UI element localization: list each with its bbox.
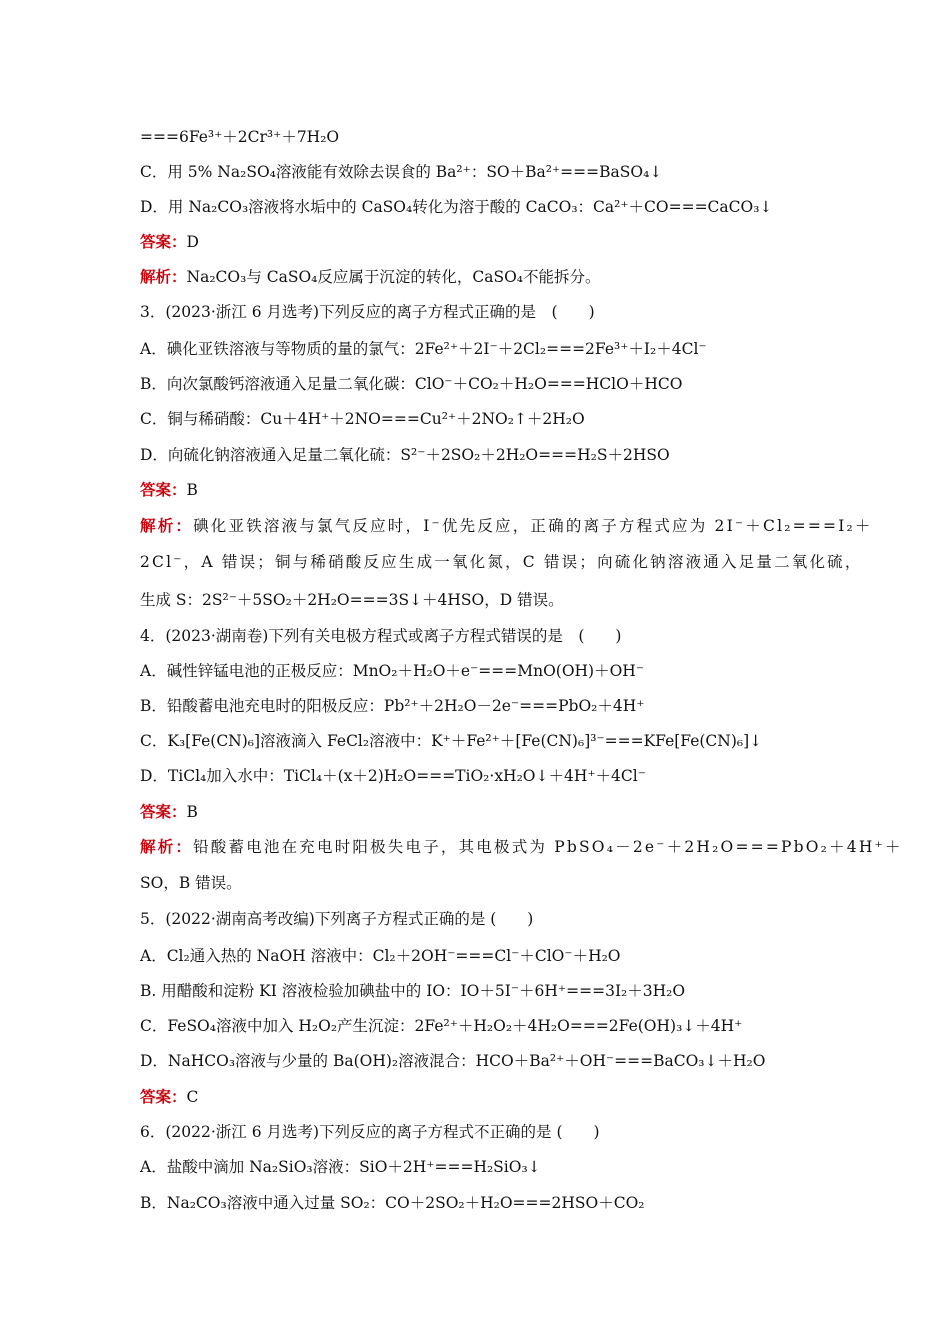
analysis-continued: 2Cl⁻，A 错误；铜与稀硝酸反应生成一氧化氮，C 错误；向硫化钠溶液通入足量二氧化硫， [140, 553, 863, 571]
answer-label: 答案： [140, 802, 187, 821]
option-d: D．向硫化钠溶液通入足量二氧化硫：S²⁻＋2SO₂＋2H₂O===H₂S＋2HSO [140, 446, 670, 464]
option-c: C．铜与稀硝酸：Cu＋4H⁺＋2NO===Cu²⁺＋2NO₂↑＋2H₂O [140, 410, 585, 428]
question-6: 6．(2022·浙江 6 月选考)下列反应的离子方程式不正确的是 ( ) [140, 1123, 600, 1141]
option-b: B．向次氯酸钙溶液通入足量二氧化碳：ClO⁻＋CO₂＋H₂O===HClO＋HCO [140, 375, 683, 393]
option-b: B. 用醋酸和淀粉 KI 溶液检验加碘盐中的 IO：IO＋5I⁻＋6H⁺===3I₂＋3H₂O [140, 982, 686, 1000]
analysis-text: 碘化亚铁溶液与氯气反应时，I⁻优先反应，正确的离子方程式应为 2I⁻＋Cl₂===I₂＋ [193, 517, 873, 535]
question-5: 5．(2022·湖南高考改编)下列离子方程式正确的是 ( ) [140, 910, 534, 928]
answer-label: 答案： [140, 480, 187, 499]
analysis-line [140, 266, 820, 288]
option-d: D．用 Na₂CO₃溶液将水垢中的 CaSO₄转化为溶于酸的 CaCO₃：Ca²⁺＋CO===CaCO₃↓ [140, 198, 773, 216]
option-a: A．碱性锌锰电池的正极反应：MnO₂＋H₂O＋e⁻===MnO(OH)＋OH⁻ [140, 662, 645, 680]
analysis-label: 解析： [140, 837, 194, 856]
option-d: D．NaHCO₃溶液与少量的 Ba(OH)₂溶液混合：HCO＋Ba²⁺＋OH⁻===BaCO₃↓＋H₂O [140, 1052, 766, 1070]
question-4: 4．(2023·湖南卷)下列有关电极方程式或离子方程式错误的是 ( ) [140, 627, 622, 645]
option-c: C．K₃[Fe(CN)₆]溶液滴入 FeCl₂溶液中：K⁺＋Fe²⁺＋[Fe(CN)₆]³⁻===KFe[Fe(CN)₆]↓ [140, 732, 763, 750]
answer-value: D [186, 233, 199, 251]
answer-value: C [186, 1088, 199, 1106]
option-b: B．Na₂CO₃溶液中通入过量 SO₂：CO＋2SO₂＋H₂O===2HSO＋CO₂ [140, 1194, 645, 1212]
answer-value: B [186, 481, 198, 499]
analysis-continued: SO，B 错误。 [140, 874, 242, 892]
option-a: A．碘化亚铁溶液与等物质的量的氯气：2Fe²⁺＋2I⁻＋2Cl₂===2Fe³⁺＋I₂＋4Cl⁻ [140, 340, 707, 358]
analysis-label: 解析： [140, 267, 187, 286]
analysis-text: 铅酸蓄电池在充电时阳极失电子，其电极式为 PbSO₄－2e⁻＋2H₂O===PbO₂＋4H⁺＋ [193, 838, 903, 856]
option-a: A．盐酸中滴加 Na₂SiO₃溶液：SiO＋2H⁺===H₂SiO₃↓ [140, 1158, 541, 1176]
analysis-line [140, 836, 903, 858]
answer-label: 答案： [140, 1087, 187, 1106]
answer-line [140, 1086, 820, 1108]
question-3: 3．(2023·浙江 6 月选考)下列反应的离子方程式正确的是 ( ) [140, 303, 595, 321]
analysis-line [140, 515, 873, 537]
answer-label: 答案： [140, 232, 187, 251]
option-c: C．FeSO₄溶液中加入 H₂O₂产生沉淀：2Fe²⁺＋H₂O₂＋4H₂O===2Fe(OH)₃↓＋4H⁺ [140, 1017, 743, 1035]
text-line: ===6Fe³⁺＋2Cr³⁺＋7H₂O [140, 128, 340, 146]
answer-value: B [186, 803, 198, 821]
option-a: A．Cl₂通入热的 NaOH 溶液中：Cl₂＋2OH⁻===Cl⁻＋ClO⁻＋H₂O [140, 947, 621, 965]
answer-line [140, 479, 820, 501]
option-c: C．用 5% Na₂SO₄溶液能有效除去误食的 Ba²⁺：SO＋Ba²⁺===BaSO₄↓ [140, 163, 663, 181]
analysis-continued: 生成 S：2S²⁻＋5SO₂＋2H₂O===3S↓＋4HSO，D 错误。 [140, 591, 564, 609]
analysis-label: 解析： [140, 516, 194, 535]
option-b: B．铅酸蓄电池充电时的阳极反应：Pb²⁺＋2H₂O－2e⁻===PbO₂＋4H⁺ [140, 697, 645, 715]
answer-line [140, 231, 820, 253]
answer-line [140, 801, 820, 823]
analysis-text: Na₂CO₃与 CaSO₄反应属于沉淀的转化，CaSO₄不能拆分。 [186, 268, 601, 286]
option-d: D．TiCl₄加入水中：TiCl₄＋(x＋2)H₂O===TiO₂·xH₂O↓＋4H⁺＋4Cl⁻ [140, 767, 646, 785]
